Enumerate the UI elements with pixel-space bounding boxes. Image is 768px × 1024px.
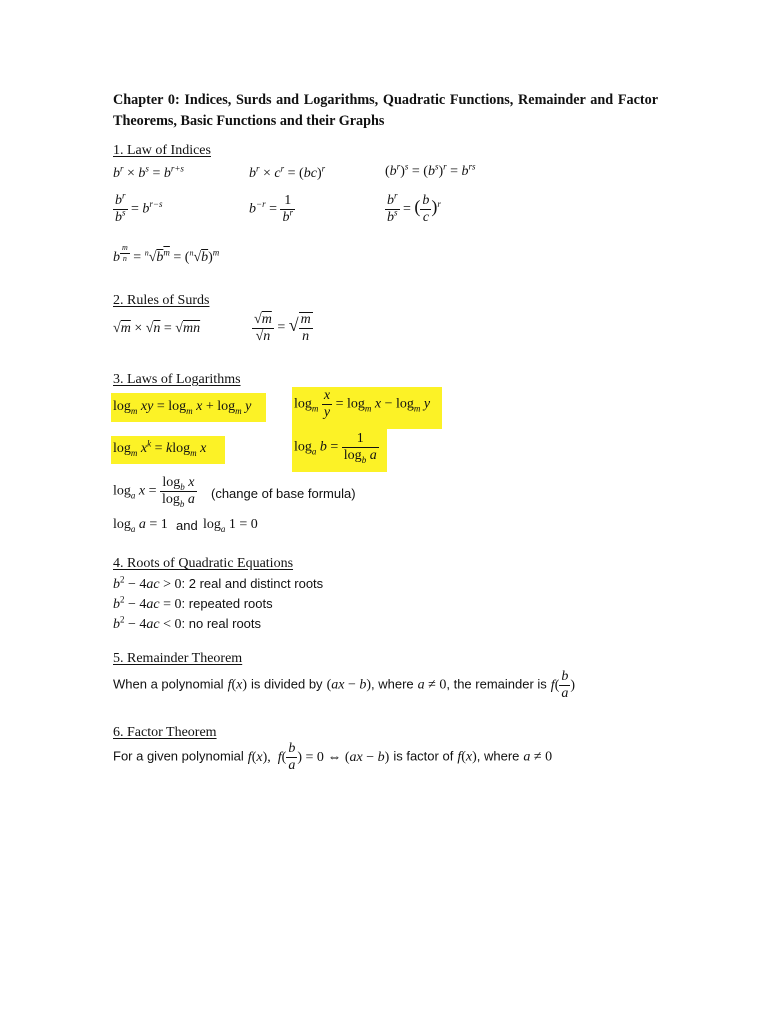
formula-fractional-index: b $^{\frac{m}{n}}$ = $^n√b^m = (^n√b)^m$ <box>113 243 220 266</box>
formula-quotient-rule: $\frac{b^r}{b^s}$ = $b^{r-s}$ <box>115 190 163 225</box>
formula-log-identity-1: $\log_a a = 1$ <box>113 517 168 534</box>
remainder-theorem-statement: When a polynomial f(x) is divided by (ax − b), where a ≠ 0, the remainder is f( $\frac{b}{a}$ ) <box>113 669 576 701</box>
formula-log-reciprocal: $\log_a b$ = $\frac{1}{\log_b a}$ <box>294 431 377 465</box>
page-title: Chapter 0: Indices, Surds and Logarithms, Quadratic Functions, Remainder and Factor Theorems, Basic Functions and their Graphs <box>113 92 658 129</box>
formula-log-product: $\log_m$ xy = $\log_m x + \log_m y$ <box>113 399 252 416</box>
roots-line-text: : repeated roots <box>181 596 273 611</box>
section-heading-remainder: 5. Remainder Theorem <box>113 651 243 666</box>
formula-surd-quotient: $\frac{√m}{√n}$ = √ $\frac{m}{n}$ <box>254 311 311 344</box>
roots-line-text: : 2 real and distinct roots <box>181 576 324 591</box>
factor-theorem-statement: For a given polynomial f(x), f( $\frac{b}{a}$ ) = 0 ⇔ (ax − b) is factor of f(x), where a ≠ 0 <box>113 741 553 773</box>
formula-negative-index: $b^{-r}$ = $\frac{1}{b^r}$ <box>249 193 293 225</box>
section-heading-surds: 2. Rules of Surds <box>113 293 210 308</box>
remainder-text-1: When a polynomial <box>113 676 224 692</box>
remainder-text-4: , the remainder is <box>446 676 547 692</box>
and-word: and <box>176 518 198 533</box>
factor-text-1: For a given polynomial <box>113 748 244 764</box>
formula-log-identity-2: $\log_a 1 = 0$ <box>203 517 258 534</box>
remainder-text-3: , where <box>371 676 414 692</box>
formula-log-power: $\log_m x^k = klog_m$ x <box>113 438 207 458</box>
formula-surd-product: √m × √n = √mn <box>113 321 201 336</box>
formula-power-of-product: $b^r \times c^r = (bc)^r$ <box>249 163 326 181</box>
roots-line-distinct: $b^2 - 4ac > 0$: 2 real and distinct roots <box>113 574 324 592</box>
roots-line-repeated: $b^2 - 4ac = 0$: repeated roots <box>113 594 273 612</box>
section-heading-roots: 4. Roots of Quadratic Equations <box>113 556 294 571</box>
change-of-base-note: (change of base formula) <box>211 486 356 501</box>
roots-line-none: $b^2 - 4ac < 0$: no real roots <box>113 614 262 632</box>
formula-change-of-base: $\log_a x$ = $\frac{\log_b x}{\log_b a}$ <box>113 475 195 509</box>
remainder-text-2: is divided by <box>251 676 323 692</box>
formula-log-quotient: $\log_m$ $\frac{x}{y}$ = $\log_m x - \log_m y$ <box>294 388 431 420</box>
section-heading-logs: 3. Laws of Logarithms <box>113 372 241 387</box>
factor-text-3: , where <box>476 748 520 764</box>
section-heading-indices: 1. Law of Indices <box>113 143 211 158</box>
formula-product-rule: $b^r \times b^s = b^{r+s}$ <box>113 163 184 181</box>
formula-power-of-quotient: $\frac{b^r}{b^s}$ = ( $\frac{b}{c}$ )$^r$ <box>387 190 441 225</box>
factor-text-2: is factor of <box>393 748 454 764</box>
formula-power-of-power: $(b^r)^s = (b^s)^r = b^{rs}$ <box>385 161 476 179</box>
section-heading-factor: 6. Factor Theorem <box>113 725 217 740</box>
roots-line-text: : no real roots <box>181 616 262 631</box>
